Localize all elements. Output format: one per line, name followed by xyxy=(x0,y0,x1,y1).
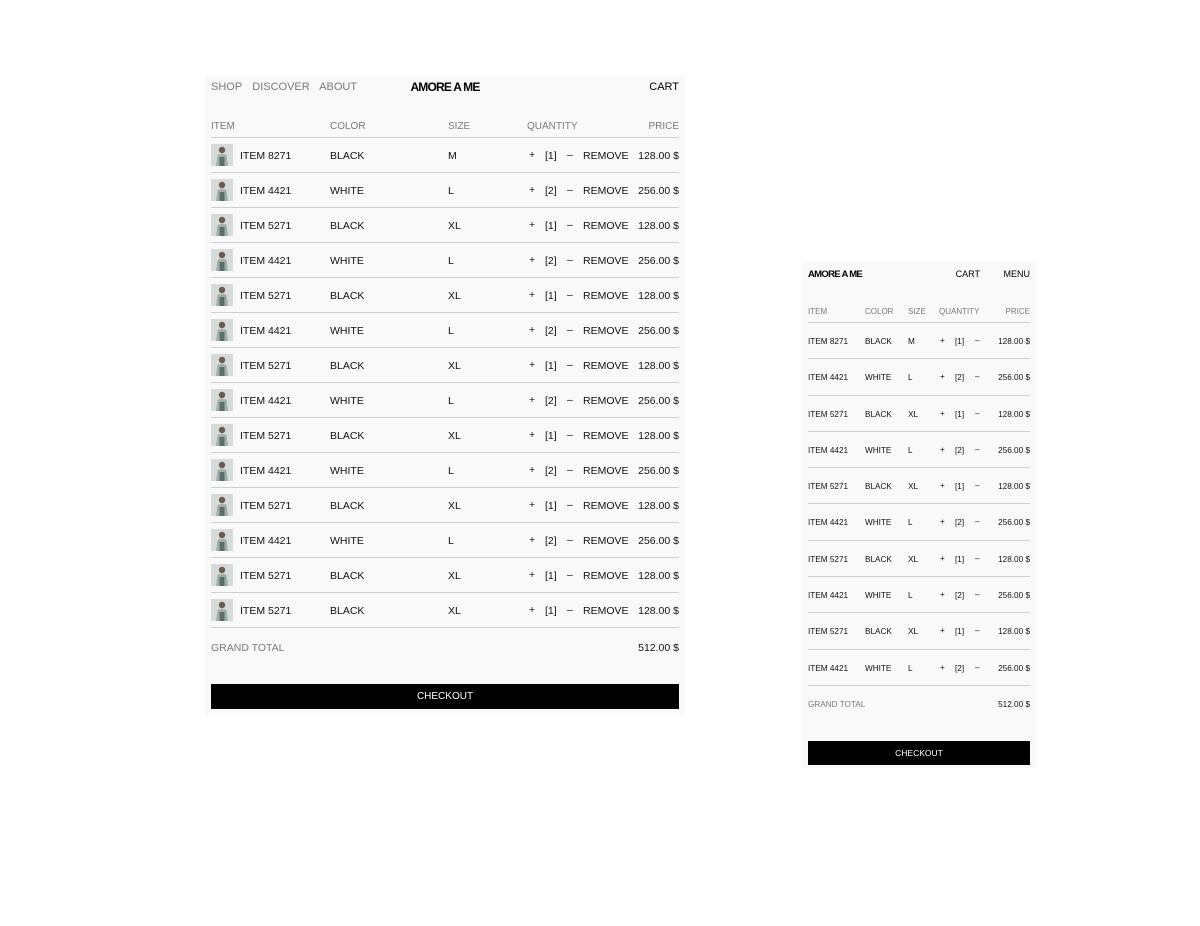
item-price: 128.00 $ xyxy=(638,150,679,162)
item-color: BLACK xyxy=(330,430,365,442)
remove-item-button[interactable]: REMOVE xyxy=(583,570,629,582)
remove-item-button[interactable]: REMOVE xyxy=(583,500,629,512)
cart-item-row xyxy=(211,173,679,208)
checkout-button[interactable]: CHECKOUT xyxy=(808,741,1030,765)
cart-item-row xyxy=(808,359,1030,395)
increase-quantity-button[interactable]: + xyxy=(940,662,945,672)
cart-item-row xyxy=(808,650,1030,686)
increase-quantity-button[interactable]: + xyxy=(940,517,945,527)
item-quantity: [1] xyxy=(545,570,557,582)
item-quantity: [2] xyxy=(545,185,557,197)
item-price: 128.00 $ xyxy=(998,482,1030,492)
increase-quantity-button[interactable]: + xyxy=(940,481,945,491)
remove-item-button[interactable]: REMOVE xyxy=(583,430,629,442)
item-price: 256.00 $ xyxy=(998,373,1030,383)
item-price: 128.00 $ xyxy=(998,554,1030,564)
remove-item-button[interactable]: REMOVE xyxy=(583,465,629,477)
col-item: ITEM xyxy=(808,307,828,316)
item-price: 256.00 $ xyxy=(638,535,679,547)
item-name[interactable]: ITEM 4421 xyxy=(808,591,849,601)
item-size: L xyxy=(448,465,454,477)
item-size: M xyxy=(908,337,915,346)
item-color: BLACK xyxy=(865,337,892,346)
cart-item-row xyxy=(211,243,679,278)
increase-quantity-button[interactable]: + xyxy=(529,149,536,161)
item-name[interactable]: ITEM 5271 xyxy=(808,409,849,419)
desktop-header xyxy=(211,75,679,101)
cart-item-row xyxy=(808,432,1030,468)
cart-item-row xyxy=(808,541,1030,577)
increase-quantity-button[interactable]: + xyxy=(529,569,536,581)
item-price: 256.00 $ xyxy=(638,255,679,267)
decrease-quantity-button[interactable]: – xyxy=(975,517,980,527)
col-quantity: QUANTITY xyxy=(939,307,980,316)
item-price: 128.00 $ xyxy=(638,220,679,232)
item-quantity: [1] xyxy=(955,337,965,346)
increase-quantity-button[interactable]: + xyxy=(940,626,945,636)
product-thumbnail-icon[interactable] xyxy=(211,599,233,621)
increase-quantity-button[interactable]: + xyxy=(529,219,536,231)
item-color: BLACK xyxy=(330,500,365,512)
item-quantity: [2] xyxy=(545,255,557,267)
col-size: SIZE xyxy=(448,121,471,132)
item-size: XL xyxy=(448,500,461,512)
product-thumbnail-icon[interactable] xyxy=(211,564,233,586)
item-color: BLACK xyxy=(865,554,892,564)
item-quantity: [2] xyxy=(955,373,965,383)
item-quantity: [1] xyxy=(545,500,557,512)
decrease-quantity-button[interactable]: – xyxy=(975,590,980,600)
cart-link[interactable]: CART xyxy=(955,269,980,279)
decrease-quantity-button[interactable]: – xyxy=(567,499,573,511)
item-name[interactable]: ITEM 4421 xyxy=(240,255,292,267)
nav-discover[interactable]: DISCOVER xyxy=(252,81,310,93)
item-quantity: [2] xyxy=(955,591,965,601)
decrease-quantity-button[interactable]: – xyxy=(975,372,980,382)
item-size: XL xyxy=(448,605,461,617)
item-color: BLACK xyxy=(330,220,365,232)
item-color: WHITE xyxy=(865,518,892,528)
item-size: XL xyxy=(908,482,919,492)
table-header xyxy=(211,101,679,138)
item-name[interactable]: ITEM 5271 xyxy=(240,220,292,232)
item-color: WHITE xyxy=(865,591,892,601)
product-thumbnail-icon[interactable] xyxy=(211,354,233,376)
item-color: BLACK xyxy=(330,605,365,617)
cart-item-row xyxy=(211,593,679,628)
decrease-quantity-button[interactable]: – xyxy=(567,289,573,301)
increase-quantity-button[interactable]: + xyxy=(940,590,945,600)
item-color: WHITE xyxy=(330,325,364,337)
item-quantity: [1] xyxy=(955,409,965,419)
item-quantity: [1] xyxy=(545,430,557,442)
item-color: BLACK xyxy=(865,409,892,419)
item-quantity: [2] xyxy=(545,395,557,407)
item-size: XL xyxy=(448,360,461,372)
remove-item-button[interactable]: REMOVE xyxy=(583,150,629,162)
increase-quantity-button[interactable]: + xyxy=(529,324,536,336)
table-header xyxy=(808,288,1030,323)
cart-item-row xyxy=(808,504,1030,540)
decrease-quantity-button[interactable]: – xyxy=(567,394,573,406)
product-thumbnail-icon[interactable] xyxy=(211,179,233,201)
item-name[interactable]: ITEM 5271 xyxy=(808,554,849,564)
cart-item-row xyxy=(211,313,679,348)
decrease-quantity-button[interactable]: – xyxy=(975,444,980,454)
item-name[interactable]: ITEM 4421 xyxy=(240,465,292,477)
increase-quantity-button[interactable]: + xyxy=(529,254,536,266)
col-size: SIZE xyxy=(908,307,926,316)
cart-link[interactable]: CART xyxy=(649,81,679,93)
nav-about[interactable]: ABOUT xyxy=(319,81,358,93)
item-quantity: [1] xyxy=(955,482,965,492)
item-color: BLACK xyxy=(330,570,365,582)
product-thumbnail-icon[interactable] xyxy=(211,529,233,551)
item-price: 256.00 $ xyxy=(998,445,1030,455)
item-color: BLACK xyxy=(865,482,892,492)
decrease-quantity-button[interactable]: – xyxy=(975,336,980,345)
item-size: L xyxy=(448,395,454,407)
grand-total-label: GRAND TOTAL xyxy=(808,699,866,709)
item-quantity: [1] xyxy=(545,605,557,617)
item-quantity: [2] xyxy=(955,518,965,528)
cart-item-row xyxy=(211,523,679,558)
item-name[interactable]: ITEM 5271 xyxy=(240,500,292,512)
item-quantity: [2] xyxy=(545,535,557,547)
decrease-quantity-button[interactable]: – xyxy=(567,149,573,161)
product-thumbnail-icon[interactable] xyxy=(211,214,233,236)
item-price: 256.00 $ xyxy=(638,465,679,477)
item-size: XL xyxy=(448,290,461,302)
item-size: XL xyxy=(908,554,919,564)
remove-item-button[interactable]: REMOVE xyxy=(583,290,629,302)
product-thumbnail-icon[interactable] xyxy=(211,389,233,411)
col-color: COLOR xyxy=(865,307,894,316)
item-quantity: [2] xyxy=(955,663,965,673)
item-name[interactable]: ITEM 4421 xyxy=(240,185,292,197)
col-price: PRICE xyxy=(648,121,679,132)
decrease-quantity-button[interactable]: – xyxy=(567,219,573,231)
item-color: BLACK xyxy=(330,150,365,162)
item-name[interactable]: ITEM 4421 xyxy=(808,373,849,383)
item-price: 128.00 $ xyxy=(638,360,679,372)
item-name[interactable]: ITEM 4421 xyxy=(808,445,849,455)
cart-item-row xyxy=(808,323,1030,359)
remove-item-button[interactable]: REMOVE xyxy=(583,360,629,372)
cart-item-row xyxy=(211,208,679,243)
increase-quantity-button[interactable]: + xyxy=(940,372,945,382)
cart-item-row xyxy=(211,278,679,313)
item-price: 128.00 $ xyxy=(638,290,679,302)
item-color: BLACK xyxy=(330,290,365,302)
grand-total-value: 512.00 $ xyxy=(998,699,1030,709)
product-thumbnail-icon[interactable] xyxy=(211,319,233,341)
cart-item-row xyxy=(808,613,1030,649)
item-name[interactable]: ITEM 5271 xyxy=(808,482,849,492)
item-price: 128.00 $ xyxy=(998,337,1030,346)
item-size: XL xyxy=(908,409,919,419)
decrease-quantity-button[interactable]: – xyxy=(567,534,573,546)
item-name[interactable]: ITEM 5271 xyxy=(240,290,292,302)
decrease-quantity-button[interactable]: – xyxy=(567,359,573,371)
decrease-quantity-button[interactable]: – xyxy=(567,254,573,266)
increase-quantity-button[interactable]: + xyxy=(529,604,536,616)
brand-logo[interactable]: AMORE A ME xyxy=(808,269,863,280)
cart-item-row xyxy=(211,348,679,383)
remove-item-button[interactable]: REMOVE xyxy=(583,395,629,407)
remove-item-button[interactable]: REMOVE xyxy=(583,605,629,617)
item-quantity: [1] xyxy=(545,290,557,302)
item-quantity: [1] xyxy=(955,554,965,564)
col-price: PRICE xyxy=(1005,307,1030,316)
col-color: COLOR xyxy=(330,121,366,132)
item-size: M xyxy=(448,150,457,162)
item-color: WHITE xyxy=(865,373,892,383)
product-thumbnail-icon[interactable] xyxy=(211,424,233,446)
item-name[interactable]: ITEM 5271 xyxy=(240,605,292,617)
increase-quantity-button[interactable]: + xyxy=(940,336,945,345)
cart-item-row xyxy=(211,138,679,173)
item-name[interactable]: ITEM 4421 xyxy=(240,535,292,547)
item-name[interactable]: ITEM 5271 xyxy=(240,360,292,372)
item-price: 128.00 $ xyxy=(998,409,1030,419)
decrease-quantity-button[interactable]: – xyxy=(567,604,573,616)
item-price: 128.00 $ xyxy=(638,430,679,442)
item-price: 128.00 $ xyxy=(638,605,679,617)
item-size: L xyxy=(908,445,913,455)
item-color: BLACK xyxy=(330,360,365,372)
cart-item-list xyxy=(211,138,679,628)
cart-item-row xyxy=(211,558,679,593)
increase-quantity-button[interactable]: + xyxy=(529,534,536,546)
increase-quantity-button[interactable]: + xyxy=(529,184,536,196)
item-price: 256.00 $ xyxy=(998,591,1030,601)
decrease-quantity-button[interactable]: – xyxy=(567,464,573,476)
increase-quantity-button[interactable]: + xyxy=(529,359,536,371)
product-thumbnail-icon[interactable] xyxy=(211,494,233,516)
item-size: L xyxy=(908,663,913,673)
item-name[interactable]: ITEM 4421 xyxy=(808,518,849,528)
item-price: 128.00 $ xyxy=(638,570,679,582)
decrease-quantity-button[interactable]: – xyxy=(567,569,573,581)
nav-shop[interactable]: SHOP xyxy=(211,81,243,93)
increase-quantity-button[interactable]: + xyxy=(529,499,536,511)
menu-button[interactable]: MENU xyxy=(1003,269,1030,279)
brand-logo[interactable]: AMORE A ME xyxy=(410,80,480,94)
item-quantity: [2] xyxy=(545,325,557,337)
cart-item-row xyxy=(808,396,1030,432)
cart-item-row xyxy=(808,468,1030,504)
cart-item-list xyxy=(808,323,1030,686)
item-color: WHITE xyxy=(330,465,364,477)
increase-quantity-button[interactable]: + xyxy=(529,394,536,406)
item-quantity: [1] xyxy=(545,360,557,372)
product-thumbnail-icon[interactable] xyxy=(211,459,233,481)
mobile-cart-view xyxy=(802,262,1036,768)
remove-item-button[interactable]: REMOVE xyxy=(583,185,629,197)
grand-total-row xyxy=(808,686,1030,722)
cart-item-row xyxy=(211,453,679,488)
remove-item-button[interactable]: REMOVE xyxy=(583,255,629,267)
item-name[interactable]: ITEM 8271 xyxy=(808,337,849,346)
decrease-quantity-button[interactable]: – xyxy=(567,184,573,196)
item-name[interactable]: ITEM 4421 xyxy=(240,325,292,337)
grand-total-row xyxy=(211,628,679,666)
item-size: L xyxy=(448,535,454,547)
increase-quantity-button[interactable]: + xyxy=(940,408,945,418)
decrease-quantity-button[interactable]: – xyxy=(975,553,980,563)
item-size: L xyxy=(448,255,454,267)
cart-item-row xyxy=(808,577,1030,613)
desktop-cart-view xyxy=(205,75,685,715)
item-color: WHITE xyxy=(330,535,364,547)
item-color: WHITE xyxy=(330,255,364,267)
item-size: L xyxy=(908,373,913,383)
item-price: 256.00 $ xyxy=(638,395,679,407)
product-thumbnail-icon[interactable] xyxy=(211,249,233,271)
increase-quantity-button[interactable]: + xyxy=(529,289,536,301)
grand-total-label: GRAND TOTAL xyxy=(211,642,285,654)
product-thumbnail-icon[interactable] xyxy=(211,284,233,306)
item-price: 128.00 $ xyxy=(998,627,1030,637)
item-color: WHITE xyxy=(865,663,892,673)
cart-item-row xyxy=(211,383,679,418)
item-size: L xyxy=(908,591,913,601)
item-name[interactable]: ITEM 4421 xyxy=(240,395,292,407)
item-size: L xyxy=(448,325,454,337)
item-quantity: [2] xyxy=(955,445,965,455)
item-price: 256.00 $ xyxy=(638,325,679,337)
item-price: 256.00 $ xyxy=(998,518,1030,528)
mobile-header xyxy=(808,262,1030,288)
cart-item-row xyxy=(211,488,679,523)
col-quantity: QUANTITY xyxy=(527,121,578,132)
decrease-quantity-button[interactable]: – xyxy=(975,662,980,672)
item-size: XL xyxy=(448,220,461,232)
item-color: WHITE xyxy=(865,445,892,455)
item-quantity: [1] xyxy=(545,150,557,162)
increase-quantity-button[interactable]: + xyxy=(529,429,536,441)
item-name[interactable]: ITEM 5271 xyxy=(808,627,849,637)
item-size: XL xyxy=(448,430,461,442)
item-quantity: [2] xyxy=(545,465,557,477)
item-color: BLACK xyxy=(865,627,892,637)
item-quantity: [1] xyxy=(955,627,965,637)
item-name[interactable]: ITEM 5271 xyxy=(240,570,292,582)
decrease-quantity-button[interactable]: – xyxy=(567,429,573,441)
increase-quantity-button[interactable]: + xyxy=(940,444,945,454)
product-thumbnail-icon[interactable] xyxy=(211,144,233,166)
item-price: 128.00 $ xyxy=(638,500,679,512)
item-color: WHITE xyxy=(330,185,364,197)
item-size: XL xyxy=(448,570,461,582)
grand-total-value: 512.00 $ xyxy=(638,642,679,654)
decrease-quantity-button[interactable]: – xyxy=(975,408,980,418)
decrease-quantity-button[interactable]: – xyxy=(975,481,980,491)
decrease-quantity-button[interactable]: – xyxy=(975,626,980,636)
item-size: L xyxy=(908,518,913,528)
increase-quantity-button[interactable]: + xyxy=(529,464,536,476)
decrease-quantity-button[interactable]: – xyxy=(567,324,573,336)
item-color: WHITE xyxy=(330,395,364,407)
remove-item-button[interactable]: REMOVE xyxy=(583,220,629,232)
item-price: 256.00 $ xyxy=(998,663,1030,673)
remove-item-button[interactable]: REMOVE xyxy=(583,325,629,337)
item-name[interactable]: ITEM 5271 xyxy=(240,430,292,442)
item-name[interactable]: ITEM 4421 xyxy=(808,663,849,673)
item-price: 256.00 $ xyxy=(638,185,679,197)
item-size: XL xyxy=(908,627,919,637)
item-quantity: [1] xyxy=(545,220,557,232)
item-size: L xyxy=(448,185,454,197)
item-name[interactable]: ITEM 8271 xyxy=(240,150,292,162)
col-item: ITEM xyxy=(211,121,235,132)
checkout-button[interactable]: CHECKOUT xyxy=(211,684,679,709)
increase-quantity-button[interactable]: + xyxy=(940,553,945,563)
cart-item-row xyxy=(211,418,679,453)
remove-item-button[interactable]: REMOVE xyxy=(583,535,629,547)
